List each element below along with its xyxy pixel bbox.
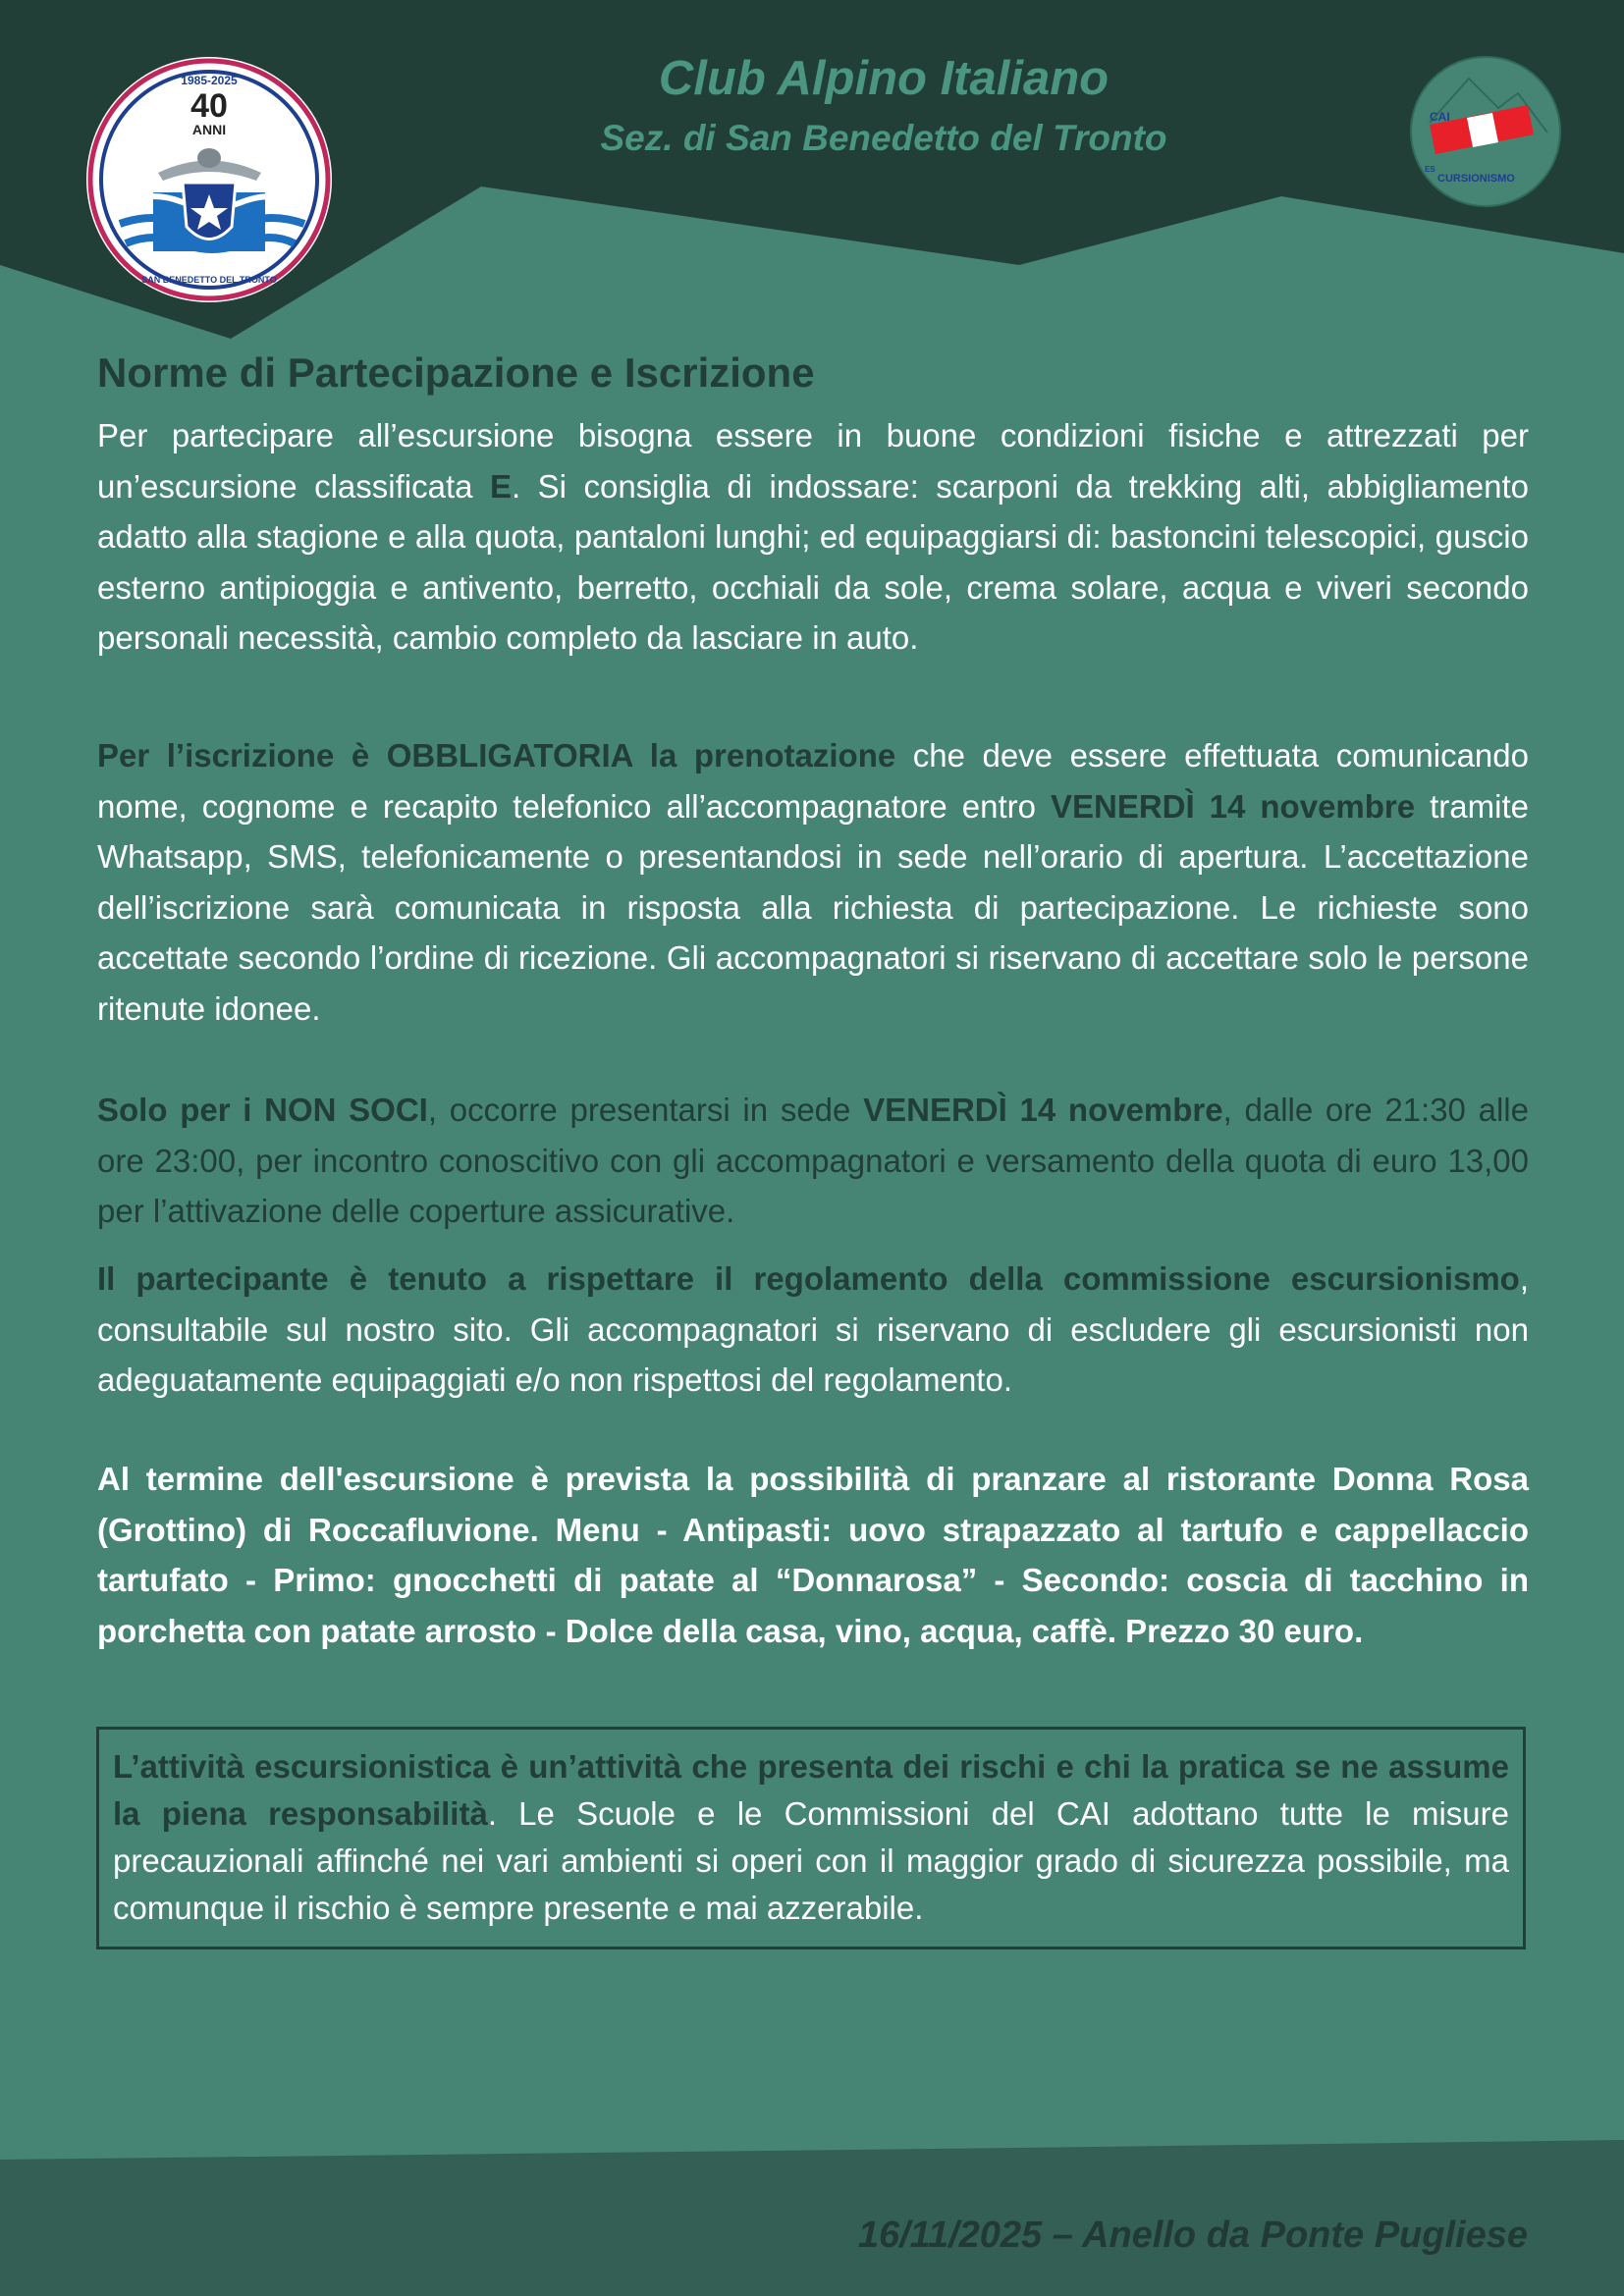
paragraph-equipment xyxy=(97,410,1529,664)
p3-text-a: , occorre presentarsi in sede xyxy=(427,1092,864,1128)
risk-notice-box xyxy=(96,1727,1526,1949)
escursionismo-es-text: ES xyxy=(1425,165,1435,174)
logo-years: 1985-2025 xyxy=(181,74,238,87)
p5-text: Al termine dell'escursione è prevista la possibilità di pranzare al ristorante Donna Rosa (Grottino) di Roccafluvione. Menu - Antipasti: uovo strapazzato al tartufo e cappellaccio tartufato - Primo: gnocchetti di patate al “Donnarosa” - Secondo: coscia di tacchino in porchetta con patate arrosto - Dolce della casa, vino, acqua, caffè. Prezzo 30 euro. xyxy=(97,1461,1529,1649)
logo-number: 40 xyxy=(190,87,228,125)
notice-text-a: . Le Scuole e le Commissioni del CAI adottano tutte le misure precauzionali affinché nei vari ambienti si operi con il maggior grado di sicurezza possibile, ma comunque il rischio è sempre presente e mai azzerabile. xyxy=(113,1795,1509,1926)
paragraph-lunch xyxy=(97,1454,1529,1656)
p2-bold: Per l’iscrizione è OBBLIGATORIA la prenotazione xyxy=(97,737,896,774)
p3-bold: Solo per i NON SOCI xyxy=(97,1092,428,1128)
risk-notice-text xyxy=(113,1743,1509,1932)
footer-event-title: 16/11/2025 – Anello da Ponte Pugliese xyxy=(857,2215,1528,2256)
eagle-head-icon xyxy=(197,148,221,168)
p4-text-a: , consultabile sul nostro sito. Gli accompagnatori si riservano di escludere gli escursionisti non adeguatamente equipaggiati e/o non rispettosi del regolamento. xyxy=(97,1260,1529,1398)
p2-text-b: tramite Whatsapp, SMS, telefonicamente o presentandosi in sede nell’orario di apertura. L’accettazione dell’iscrizione sarà comunicata in risposta alla richiesta di partecipazione. Le richieste sono accettate secondo l’ordine di ricezione. Gli accompagnatori si riservano di accettare solo le persone ritenute idonee. xyxy=(97,787,1529,1027)
escursionismo-word-text: CURSIONISMO xyxy=(1437,173,1515,185)
p4-bold: Il partecipante è tenuto a rispettare il regolamento della commissione escursionismo xyxy=(97,1260,1520,1297)
paragraph-regulation xyxy=(97,1254,1529,1406)
p1-text-a: Per partecipare all’escursione bisogna essere in buone condizioni fisiche e attrezzati per un’escursione classificata xyxy=(97,417,1529,505)
p3-text-b: , dalle ore 21:30 alle ore 23:00, per incontro conoscitivo con gli accompagnatori e versamento della quota di euro 13,00 per l’attivazione delle coperture assicurative. xyxy=(97,1092,1529,1229)
escursionismo-cai-text: CAI xyxy=(1430,110,1450,124)
cai-escursionismo-logo xyxy=(1410,54,1561,209)
p3-date: VENERDÌ 14 novembre xyxy=(863,1092,1223,1128)
p2-date: VENERDÌ 14 novembre xyxy=(1050,787,1416,825)
logo-word: ANNI xyxy=(191,122,227,137)
p2-text-a: che deve essere effettuata comunicando nome, cognome e recapito telefonico all’accompagnatore entro xyxy=(97,737,1529,825)
p1-grade: E xyxy=(489,467,512,505)
logo-bottom-text: SAN BENEDETTO DEL TRONTO xyxy=(141,275,277,285)
club-title: Club Alpino Italiano xyxy=(658,52,1110,105)
club-subtitle: Sez. di San Benedetto del Tronto xyxy=(600,118,1167,158)
p1-text-b: . Si consiglia di indossare: scarponi da trekking alti, abbigliamento adatto alla stagione e alla quota, pantaloni lunghi; ed equipaggiarsi di: bastoncini telescopici, guscio esterno antipioggia e antivento, berretto, occhiali da sole, crema solare, acqua e viveri secondo personali necessità, cambio completo da lasciare in auto. xyxy=(97,467,1529,656)
paragraph-registration xyxy=(97,730,1529,1034)
notice-bold: L’attività escursionistica è un’attività che presenta dei rischi e chi la pratica se ne assume la piena responsabilità xyxy=(113,1748,1509,1832)
cai-40-anni-logo xyxy=(84,55,334,304)
paragraph-non-members xyxy=(97,1085,1529,1237)
section-heading: Norme di Partecipazione e Iscrizione xyxy=(97,349,815,396)
